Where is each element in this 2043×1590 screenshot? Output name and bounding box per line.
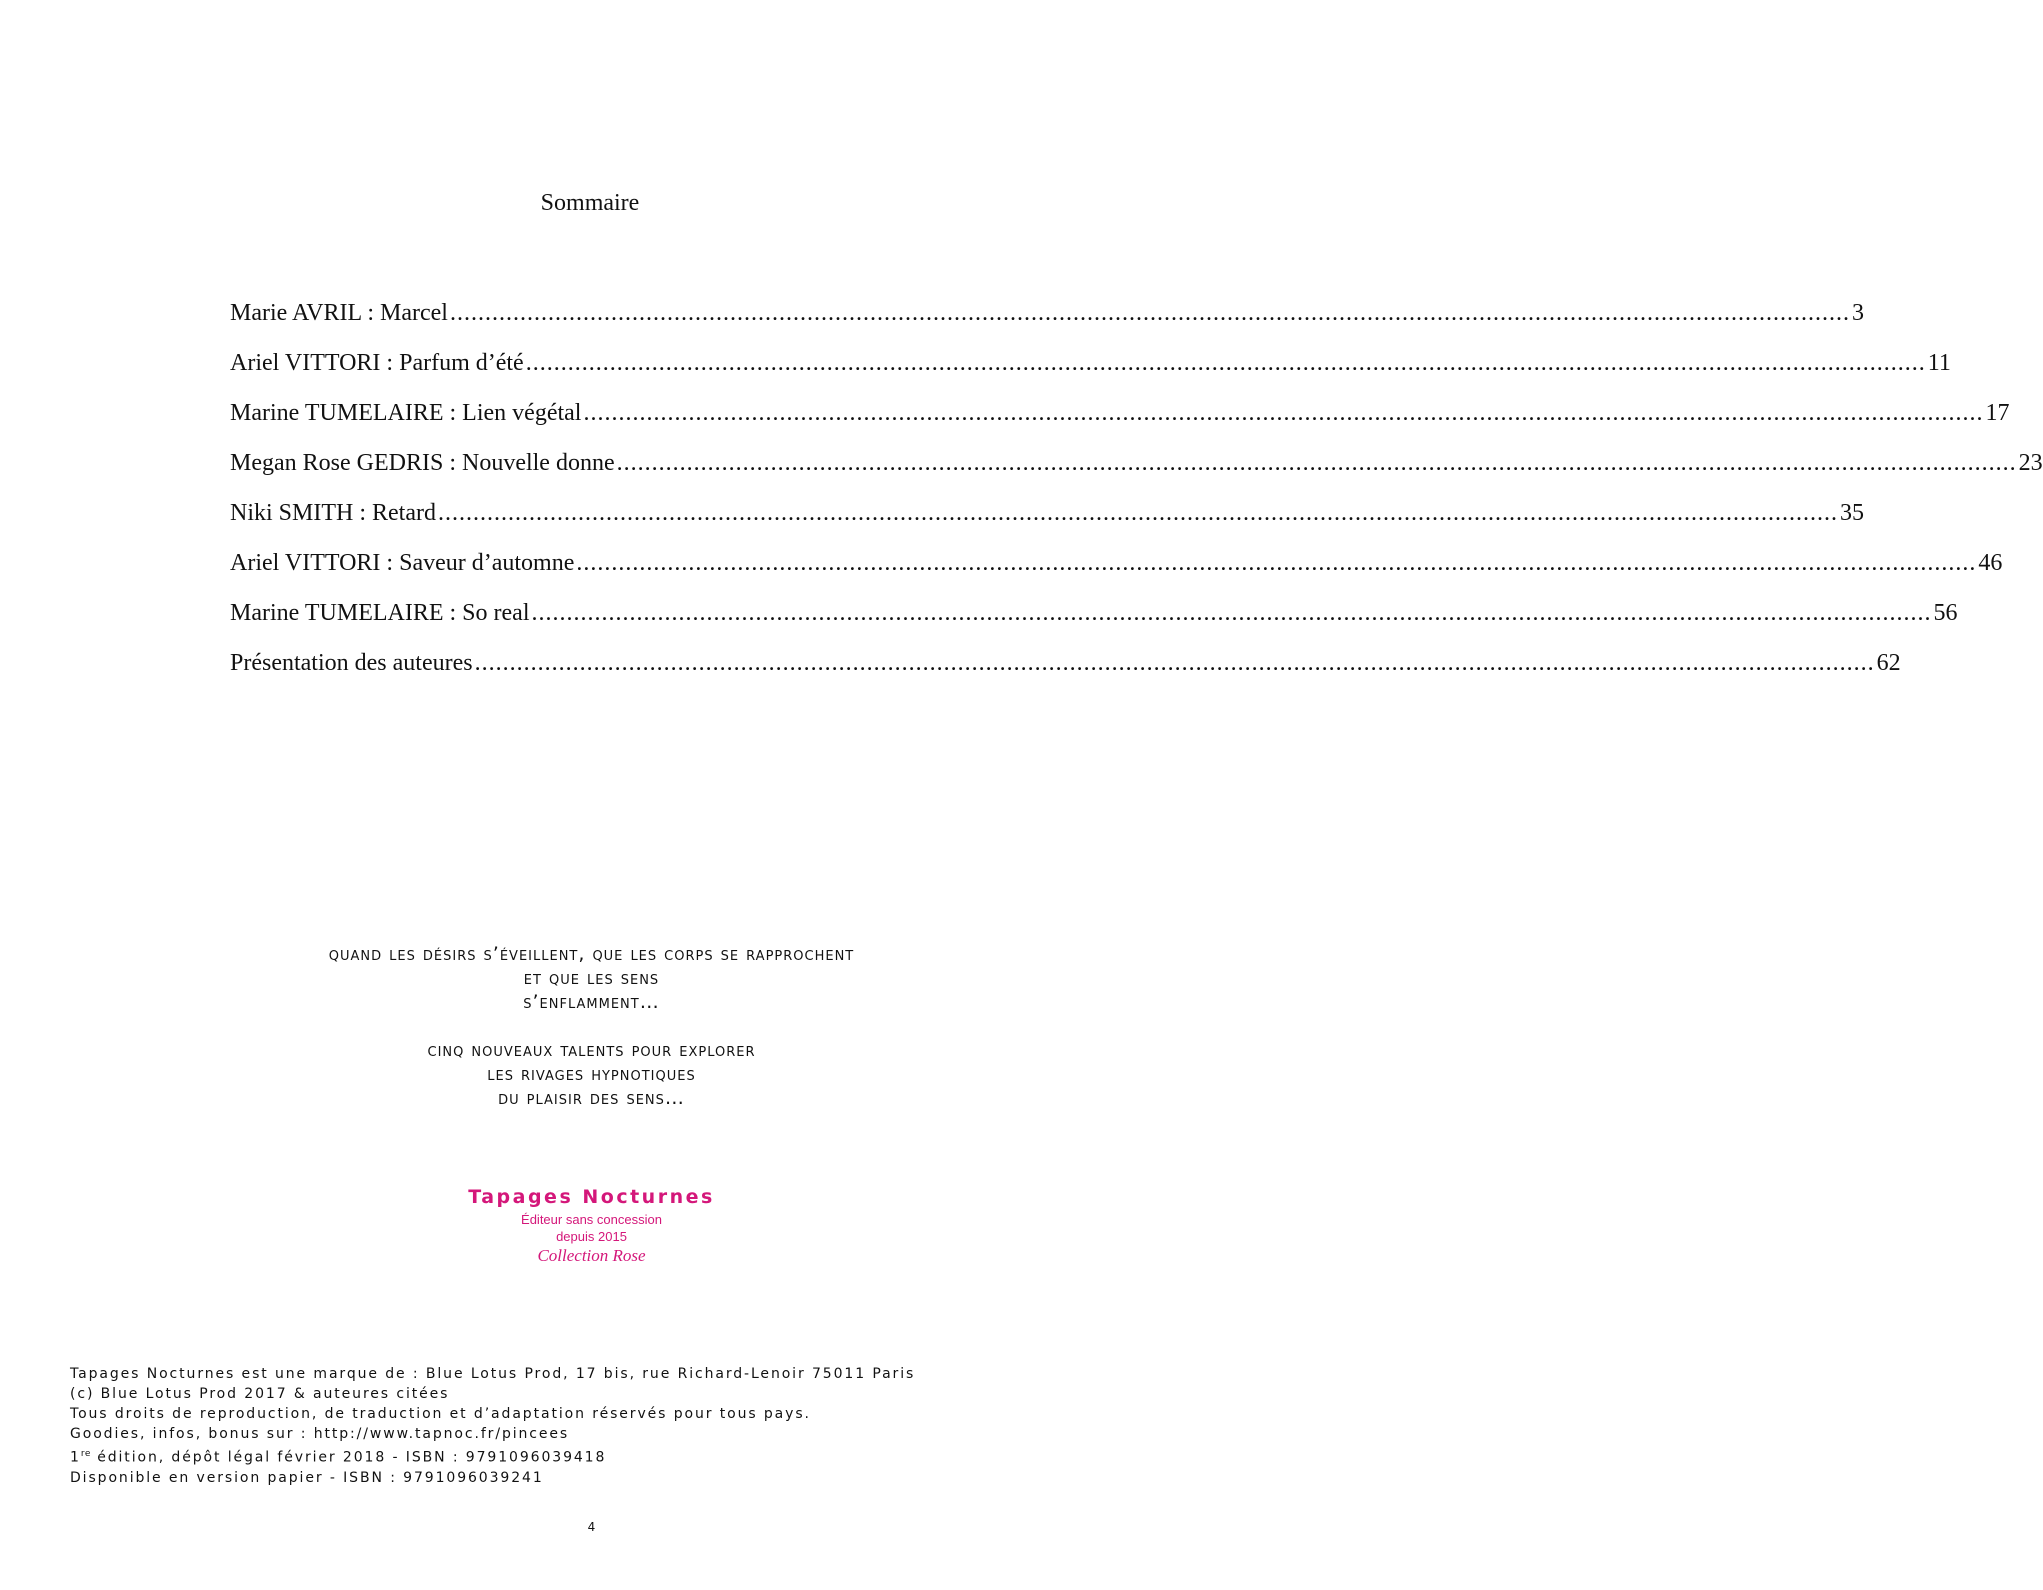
toc-entry-page: 11 <box>1927 350 1951 376</box>
toc-entry-label: Niki SMITH : Retard <box>230 500 436 526</box>
toc-entry-label: Marine TUMELAIRE : Lien végétal <box>230 400 582 426</box>
leader-dots: ........................................................................................................................................................................................................ <box>531 600 1932 626</box>
toc-entry-label: Megan Rose GEDRIS : Nouvelle donne <box>230 450 615 476</box>
toc-title: Sommaire <box>540 190 640 216</box>
leader-dots: ........................................................................................................................................................................................................ <box>616 450 2017 476</box>
publisher-logo: Tapages Nocturnes <box>468 1186 715 1208</box>
toc-entry[interactable] <box>230 446 2043 496</box>
edition-details: édition, dépôt légal février 2018 - ISBN : 9791096039418 <box>90 1449 607 1466</box>
credits-line: (c) Blue Lotus Prod 2017 & auteures citées <box>70 1386 450 1402</box>
edition-number: 1 <box>70 1449 81 1466</box>
toc-entry-page: 56 <box>1933 600 1958 626</box>
leader-dots: ........................................................................................................................................................................................................ <box>583 400 1984 426</box>
credits-line <box>70 1444 915 1468</box>
page-number: 4 <box>587 1520 596 1534</box>
credits-line: Goodies, infos, bonus sur : http://www.tapnoc.fr/pincees <box>70 1426 570 1442</box>
tagline-line: et que les sens <box>523 967 660 989</box>
toc-entry[interactable] <box>230 596 1958 646</box>
leader-dots: ........................................................................................................................................................................................................ <box>576 550 1977 576</box>
tagline-block <box>0 942 1183 1014</box>
toc-entry-page: 17 <box>1985 400 2010 426</box>
tagline-line: quand les désirs s’éveillent, que les corps se rapprochent <box>328 943 855 965</box>
credits-line: Tapages Nocturnes est une marque de : Blue Lotus Prod, 17 bis, rue Richard-Lenoir 75011 Paris <box>70 1366 916 1382</box>
toc-entry-label: Marine TUMELAIRE : So real <box>230 600 530 626</box>
toc-entry[interactable] <box>230 296 1864 346</box>
credits-line: Disponible en version papier - ISBN : 9791096039241 <box>70 1469 544 1486</box>
legal-credits <box>70 1364 915 1488</box>
edition-superscript: re <box>80 1449 91 1459</box>
toc-entry-label: Ariel VITTORI : Saveur d’automne <box>230 550 575 576</box>
leader-dots: ........................................................................................................................................................................................................ <box>449 300 1850 326</box>
toc-entry-label: Ariel VITTORI : Parfum d’été <box>230 350 524 376</box>
leader-dots: ........................................................................................................................................................................................................ <box>437 500 1838 526</box>
tagline-line: s’enflamment… <box>523 991 660 1013</box>
publisher-brand <box>0 1183 1183 1267</box>
toc-entry-page: 35 <box>1839 500 1864 526</box>
table-of-contents <box>230 296 2043 696</box>
toc-entry[interactable] <box>230 496 1864 546</box>
tagline-line: les rivages hypnotiques <box>487 1063 696 1085</box>
leader-dots: ........................................................................................................................................................................................................ <box>474 650 1875 676</box>
toc-entry[interactable] <box>230 346 1951 396</box>
tagline-line: cinq nouveaux talents pour explorer <box>427 1039 756 1061</box>
tagline-line: du plaisir des sens… <box>498 1087 685 1109</box>
toc-entry[interactable] <box>230 396 2010 446</box>
toc-entry-page: 23 <box>2018 450 2043 476</box>
toc-entry-page: 3 <box>1851 300 1864 326</box>
toc-entry[interactable] <box>230 646 1901 696</box>
credits-line: Tous droits de reproduction, de traduction et d’adaptation réservés pour tous pays. <box>70 1406 811 1422</box>
toc-entry-page: 62 <box>1876 650 1901 676</box>
publisher-slogan: Éditeur sans concession <box>521 1212 662 1227</box>
toc-entry-label: Présentation des auteures <box>230 650 473 676</box>
toc-entry-label: Marie AVRIL : Marcel <box>230 300 448 326</box>
tagline-block <box>0 1038 1183 1110</box>
collection-name: Collection Rose <box>537 1246 646 1265</box>
toc-entry-page: 46 <box>1978 550 2003 576</box>
publisher-since: depuis 2015 <box>556 1229 627 1244</box>
leader-dots: ........................................................................................................................................................................................................ <box>525 350 1926 376</box>
toc-entry[interactable] <box>230 546 2003 596</box>
